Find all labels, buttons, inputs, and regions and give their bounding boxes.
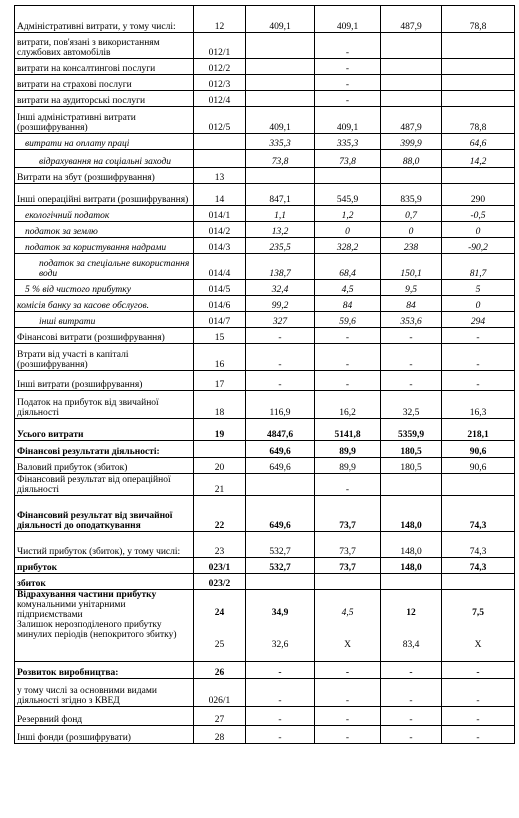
row-code: 16 [194,344,246,371]
table-row [15,280,515,296]
row-code: 014/7 [194,312,246,328]
row-label: інші витрати [15,312,194,328]
row-value: 88,0 [381,150,442,168]
row-value: 235,5 [246,238,315,254]
row-code: 17 [194,371,246,391]
table-row [15,391,515,419]
row-value: - [381,662,442,679]
table-row [15,184,515,206]
row-label: податок за землю [15,222,194,238]
row-label: витрати, пов'язані з використанням службових автомобілів [15,33,194,59]
row-code: 012/3 [194,75,246,91]
row-value: 532,7 [246,558,315,574]
row-value: 74,3 [442,558,515,574]
row-value: 5141,8 [315,419,381,441]
row-label: Витрати на збут (розшифрування) [15,168,194,184]
row-value: 73,7 [315,532,381,558]
row-value [246,59,315,75]
row-value: 73,7 [315,558,381,574]
row-value: - [315,371,381,391]
row-label-bold: Відрахування частини прибутку [17,590,157,600]
row-value: 32,4 [246,280,315,296]
row-value: - [381,344,442,371]
table-row [15,441,515,458]
table-row [15,496,515,532]
table-row [15,474,515,496]
row-value: 5359,9 [381,419,442,441]
value-top: 24 [214,608,225,618]
row-value: 335,3 [315,134,381,150]
table-row [15,59,515,75]
row-value: 64,6 [442,134,515,150]
row-value: 148,0 [381,532,442,558]
row-code: 014/2 [194,222,246,238]
row-value: - [315,328,381,344]
row-label: прибуток [15,558,194,574]
row-value: 32,5 [381,391,442,419]
row-code [194,134,246,150]
row-value [246,474,315,496]
row-value: 150,1 [381,254,442,280]
value-top: 4,5 [341,608,354,618]
row-value: - [315,726,381,744]
row-value: 487,9 [381,107,442,134]
row-value: 327 [246,312,315,328]
row-label: Адміністративні витрати, у тому числі: [15,6,194,33]
row-value: 353,6 [381,312,442,328]
row-code: 023/2 [194,574,246,590]
row-value: 218,1 [442,419,515,441]
row-value [442,75,515,91]
row-value: - [246,679,315,707]
row-value [381,75,442,91]
row-value [246,75,315,91]
row-value: 180,5 [381,458,442,474]
financial-expenses-table [14,5,515,744]
row-code: 012/5 [194,107,246,134]
value-bottom: Х [344,640,351,650]
row-value: 89,9 [315,458,381,474]
row-value [315,590,381,662]
row-value: -90,2 [442,238,515,254]
row-value: - [442,662,515,679]
table-row [15,222,515,238]
row-value: 409,1 [246,6,315,33]
row-value [315,168,381,184]
row-value: -0,5 [442,206,515,222]
row-value: - [381,328,442,344]
row-value: 148,0 [381,496,442,532]
row-value [381,574,442,590]
row-value [246,168,315,184]
row-code: 023/1 [194,558,246,574]
row-code: 014/3 [194,238,246,254]
row-value: 74,3 [442,532,515,558]
table-row [15,254,515,280]
row-value: 532,7 [246,532,315,558]
row-value: 9,5 [381,280,442,296]
row-value: - [246,328,315,344]
table-row [15,532,515,558]
table-row [15,75,515,91]
row-label-rest: комунальними унітарними підприємствами [17,600,126,620]
row-value: - [442,726,515,744]
row-label: Розвиток виробництва: [15,662,194,679]
row-value: 99,2 [246,296,315,312]
row-value: - [246,371,315,391]
value-bottom: 32,6 [271,640,289,650]
row-value: 5 [442,280,515,296]
row-code: 20 [194,458,246,474]
row-value: 84 [381,296,442,312]
row-value [381,474,442,496]
row-code: 012/1 [194,33,246,59]
row-value [381,590,442,662]
row-label: Чистий прибуток (збиток), у тому числі: [15,532,194,558]
row-value: - [246,344,315,371]
row-label: податок за спеціальне використання води [15,254,194,280]
row-value: 649,6 [246,458,315,474]
row-value: 16,3 [442,391,515,419]
row-value: - [442,707,515,726]
table-row [15,707,515,726]
row-value: 1,2 [315,206,381,222]
row-value: 90,6 [442,458,515,474]
row-code: 012/2 [194,59,246,75]
value-top: 7,5 [472,608,484,618]
row-value: 73,8 [315,150,381,168]
row-value: 0 [315,222,381,238]
table-row [15,33,515,59]
row-code: 21 [194,474,246,496]
row-code: 014/6 [194,296,246,312]
row-value [442,574,515,590]
row-value [381,33,442,59]
row-label: екологічний податок [15,206,194,222]
row-value: 90,6 [442,441,515,458]
row-value: - [442,328,515,344]
row-value: 335,3 [246,134,315,150]
row-label: збиток [15,574,194,590]
row-label: у тому числі за основними видами діяльності згідно з КВЕД [15,679,194,707]
row-value: 68,4 [315,254,381,280]
row-label: Податок на прибуток від звичайної діяльності [15,391,194,419]
row-label: Валовий прибуток (збиток) [15,458,194,474]
row-value: 16,2 [315,391,381,419]
row-value: - [315,75,381,91]
row-label: Усього витрати [15,419,194,441]
row-value: - [246,726,315,744]
table-row [15,371,515,391]
value-top: 12 [406,608,416,618]
row-label: відрахування на соціальні заходи [15,150,194,168]
row-value [381,91,442,107]
table-row [15,312,515,328]
row-value: 0 [442,296,515,312]
row-value: - [442,679,515,707]
row-value: - [315,344,381,371]
row-code: 012/4 [194,91,246,107]
row-code: 014/5 [194,280,246,296]
row-value: - [442,344,515,371]
row-value: - [381,679,442,707]
row-value [315,574,381,590]
row-value [442,168,515,184]
row-code: 12 [194,6,246,33]
row-value: 78,8 [442,107,515,134]
row-value: 138,7 [246,254,315,280]
row-value [442,590,515,662]
row-code: 14 [194,184,246,206]
row-value: - [246,662,315,679]
row-label: Резервний фонд [15,707,194,726]
row-code: 13 [194,168,246,184]
row-code: 014/4 [194,254,246,280]
row-value: 649,6 [246,441,315,458]
row-value: 81,7 [442,254,515,280]
row-value: - [315,707,381,726]
row-value: 409,1 [315,107,381,134]
row-value: - [315,662,381,679]
row-value: 74,3 [442,496,515,532]
table-row [15,134,515,150]
row-value [246,590,315,662]
row-value: 0,7 [381,206,442,222]
row-value: 1,1 [246,206,315,222]
row-value: 409,1 [246,107,315,134]
row-value [194,590,246,662]
row-label: Фінансовий результат від операційної діяльності [15,474,194,496]
row-value: 148,0 [381,558,442,574]
row-value: 73,8 [246,150,315,168]
table-row [15,107,515,134]
table-row [15,344,515,371]
row-label: витрати на консалтингові послуги [15,59,194,75]
row-label: Втрати від участі в капіталі (розшифрування) [15,344,194,371]
row-value: 545,9 [315,184,381,206]
row-label [15,590,194,662]
table-row [15,150,515,168]
row-value: 73,7 [315,496,381,532]
row-value [381,59,442,75]
row-label: Фінансовий результат від звичайної діяльності до оподаткування [15,496,194,532]
row-label: комісія банку за касове обслугов. [15,296,194,312]
table-row [15,458,515,474]
value-bottom: 83,4 [402,640,420,650]
row-value: 409,1 [315,6,381,33]
value-bottom: 25 [214,640,225,650]
row-value [246,574,315,590]
row-value: 116,9 [246,391,315,419]
row-value: - [442,371,515,391]
row-label: витрати на страхові послуги [15,75,194,91]
row-value: - [315,474,381,496]
row-code [194,150,246,168]
row-value: - [246,707,315,726]
row-value [442,33,515,59]
row-value: 14,2 [442,150,515,168]
row-value: 399,9 [381,134,442,150]
row-value: 78,8 [442,6,515,33]
table-row [15,662,515,679]
table-row [15,590,515,662]
table-row [15,558,515,574]
table-row [15,168,515,184]
row-value: - [381,726,442,744]
row-code: 23 [194,532,246,558]
row-code: 28 [194,726,246,744]
row-value: - [315,679,381,707]
row-code: 18 [194,391,246,419]
row-value: 649,6 [246,496,315,532]
row-code: 26 [194,662,246,679]
row-label: витрати на оплату праці [15,134,194,150]
row-code [194,441,246,458]
table-row [15,726,515,744]
row-value: 0 [381,222,442,238]
row-code: 014/1 [194,206,246,222]
row-value: 180,5 [381,441,442,458]
row-code: 22 [194,496,246,532]
row-value: 4847,6 [246,419,315,441]
row-label: 5 % від чистого прибутку [15,280,194,296]
row-value [442,59,515,75]
table-row [15,206,515,222]
table-row [15,419,515,441]
row-label: витрати на аудиторські послуги [15,91,194,107]
row-value: 290 [442,184,515,206]
row-value: 835,9 [381,184,442,206]
table-row [15,679,515,707]
row-value: 59,6 [315,312,381,328]
value-top: 34,9 [271,608,289,618]
table-row [15,296,515,312]
row-label: Інші фонди (розшифрувати) [15,726,194,744]
table-row [15,238,515,254]
row-code: 27 [194,707,246,726]
row-value: 294 [442,312,515,328]
row-value: - [381,371,442,391]
row-value [442,91,515,107]
value-bottom: Х [474,640,482,650]
row-value: 487,9 [381,6,442,33]
row-label: податок за користування надрами [15,238,194,254]
row-value: 328,2 [315,238,381,254]
row-value: - [315,91,381,107]
row-label: Інші адміністративні витрати (розшифрування) [15,107,194,134]
row-label: Фінансові витрати (розшифрування) [15,328,194,344]
row-value: 0 [442,222,515,238]
table-row [15,574,515,590]
row-value [381,168,442,184]
row-value: 13,2 [246,222,315,238]
row-value: 4,5 [315,280,381,296]
row-code: 19 [194,419,246,441]
row-value [246,91,315,107]
row-code: 15 [194,328,246,344]
table-row [15,328,515,344]
row-value [442,474,515,496]
row-label-second: Залишок нерозподіленого прибутку минулих періодів (непокритого збитку) [17,620,177,640]
row-value: 847,1 [246,184,315,206]
row-value: - [315,59,381,75]
row-value: 238 [381,238,442,254]
row-label: Фінансові результати діяльності: [15,441,194,458]
row-value: - [315,33,381,59]
table-row [15,6,515,33]
row-label: Інші операційні витрати (розшифрування) [15,184,194,206]
row-value [246,33,315,59]
row-label: Інші витрати (розшифрування) [15,371,194,391]
row-value: 84 [315,296,381,312]
table-row [15,91,515,107]
row-value: 89,9 [315,441,381,458]
row-value: - [381,707,442,726]
row-code: 026/1 [194,679,246,707]
